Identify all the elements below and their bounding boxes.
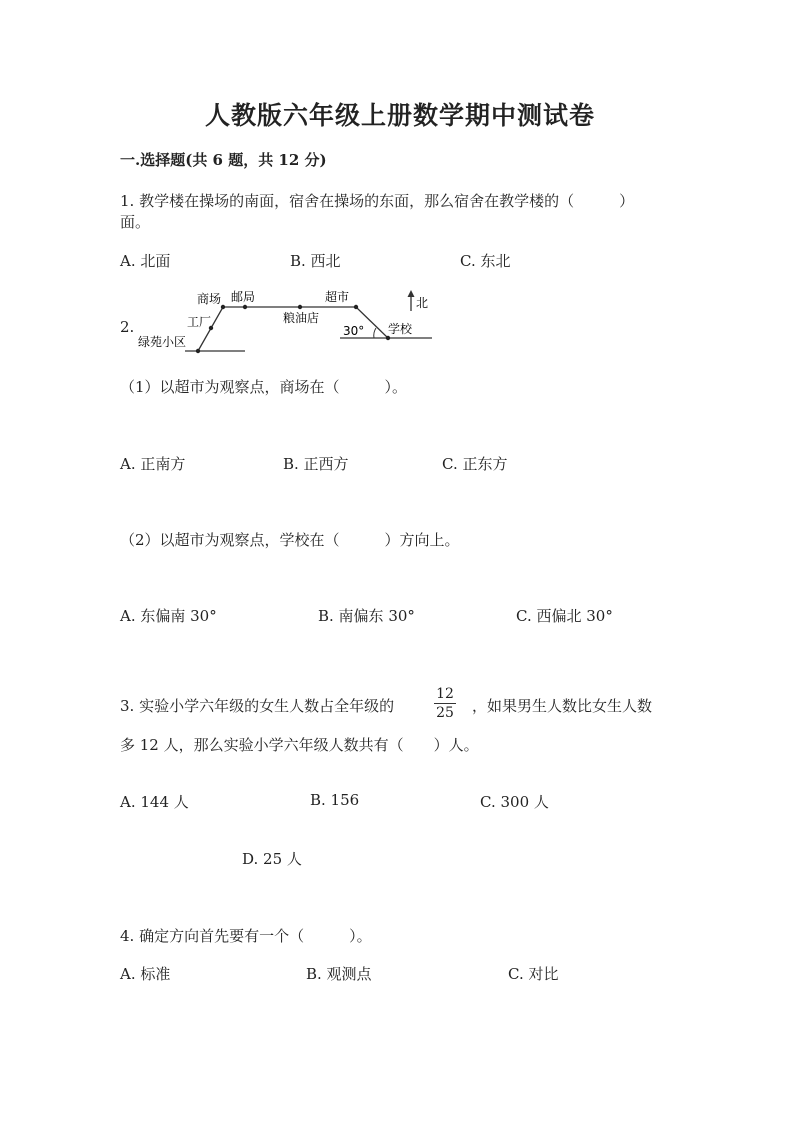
q1-text-line1: 1. 教学楼在操场的南面，宿舍在操场的东面，那么宿舍在教学楼的（ ） [120, 192, 635, 210]
q3-text-line1-a: 3. 实验小学六年级的女生人数占全年级的 [120, 697, 395, 715]
q2-map-diagram [135, 285, 440, 357]
label-youju: 邮局 [231, 290, 256, 304]
fraction-bar [434, 703, 456, 704]
label-liangyoudian: 粮油店 [283, 311, 320, 325]
q4-text: 4. 确定方向首先要有一个（ ）。 [120, 927, 372, 945]
point-shangchang [221, 305, 225, 309]
q3-text-line1-b: ，如果男生人数比女生人数 [472, 697, 653, 715]
q2-sub2-option-b: B. 南偏东 30° [318, 607, 415, 625]
q1-option-a: A. 北面 [120, 252, 171, 270]
q2-sub1-option-b: B. 正西方 [283, 455, 349, 473]
q1-option-b: B. 西北 [290, 252, 341, 270]
point-liangyoudian [298, 305, 302, 309]
point-xuexiao [386, 336, 390, 340]
q2-sub1-option-a: A. 正南方 [120, 455, 186, 473]
point-lvyuan [196, 349, 200, 353]
q1-text-line2: 面。 [120, 213, 151, 231]
label-chaoshi: 超市 [325, 290, 350, 304]
point-youju [243, 305, 247, 309]
q3-option-d: D. 25 人 [242, 850, 302, 868]
label-xuexiao: 学校 [388, 322, 413, 336]
q3-option-b: B. 156 [310, 791, 360, 809]
q4-option-b: B. 观测点 [306, 965, 372, 983]
label-lvyuan: 绿苑小区 [138, 335, 187, 349]
q2-sub2-text: （2）以超市为观察点，学校在（ ）方向上。 [120, 531, 460, 549]
q2-sub2-option-a: A. 东偏南 30° [120, 607, 217, 625]
label-angle: 30° [343, 324, 365, 338]
q2-sub1-text: （1）以超市为观察点，商场在（ ）。 [120, 378, 408, 396]
label-gongchang: 工厂 [187, 315, 212, 329]
section-heading: 一.选择题(共 6 题，共 12 分) [120, 151, 327, 169]
q3-text-line2: 多 12 人，那么实验小学六年级人数共有（ ）人。 [120, 736, 479, 754]
q2-number: 2. [120, 318, 135, 336]
q4-option-a: A. 标准 [120, 965, 171, 983]
q3-option-c: C. 300 人 [480, 793, 549, 811]
q1-option-c: C. 东北 [460, 252, 511, 270]
label-bei: 北 [416, 296, 429, 310]
fraction-numerator: 12 [436, 686, 454, 702]
q4-option-c: C. 对比 [508, 965, 559, 983]
fraction-denominator: 25 [436, 705, 454, 721]
q2-sub1-option-c: C. 正东方 [442, 455, 508, 473]
q2-sub2-option-c: C. 西偏北 30° [516, 607, 613, 625]
q3-option-a: A. 144 人 [120, 793, 189, 811]
point-chaoshi [354, 305, 358, 309]
page-title: 人教版六年级上册数学期中测试卷 [204, 101, 595, 130]
label-shangchang: 商场 [197, 292, 222, 306]
q3-fraction [434, 686, 456, 721]
arrow-up-icon [408, 290, 415, 311]
angle-arc [374, 328, 376, 338]
